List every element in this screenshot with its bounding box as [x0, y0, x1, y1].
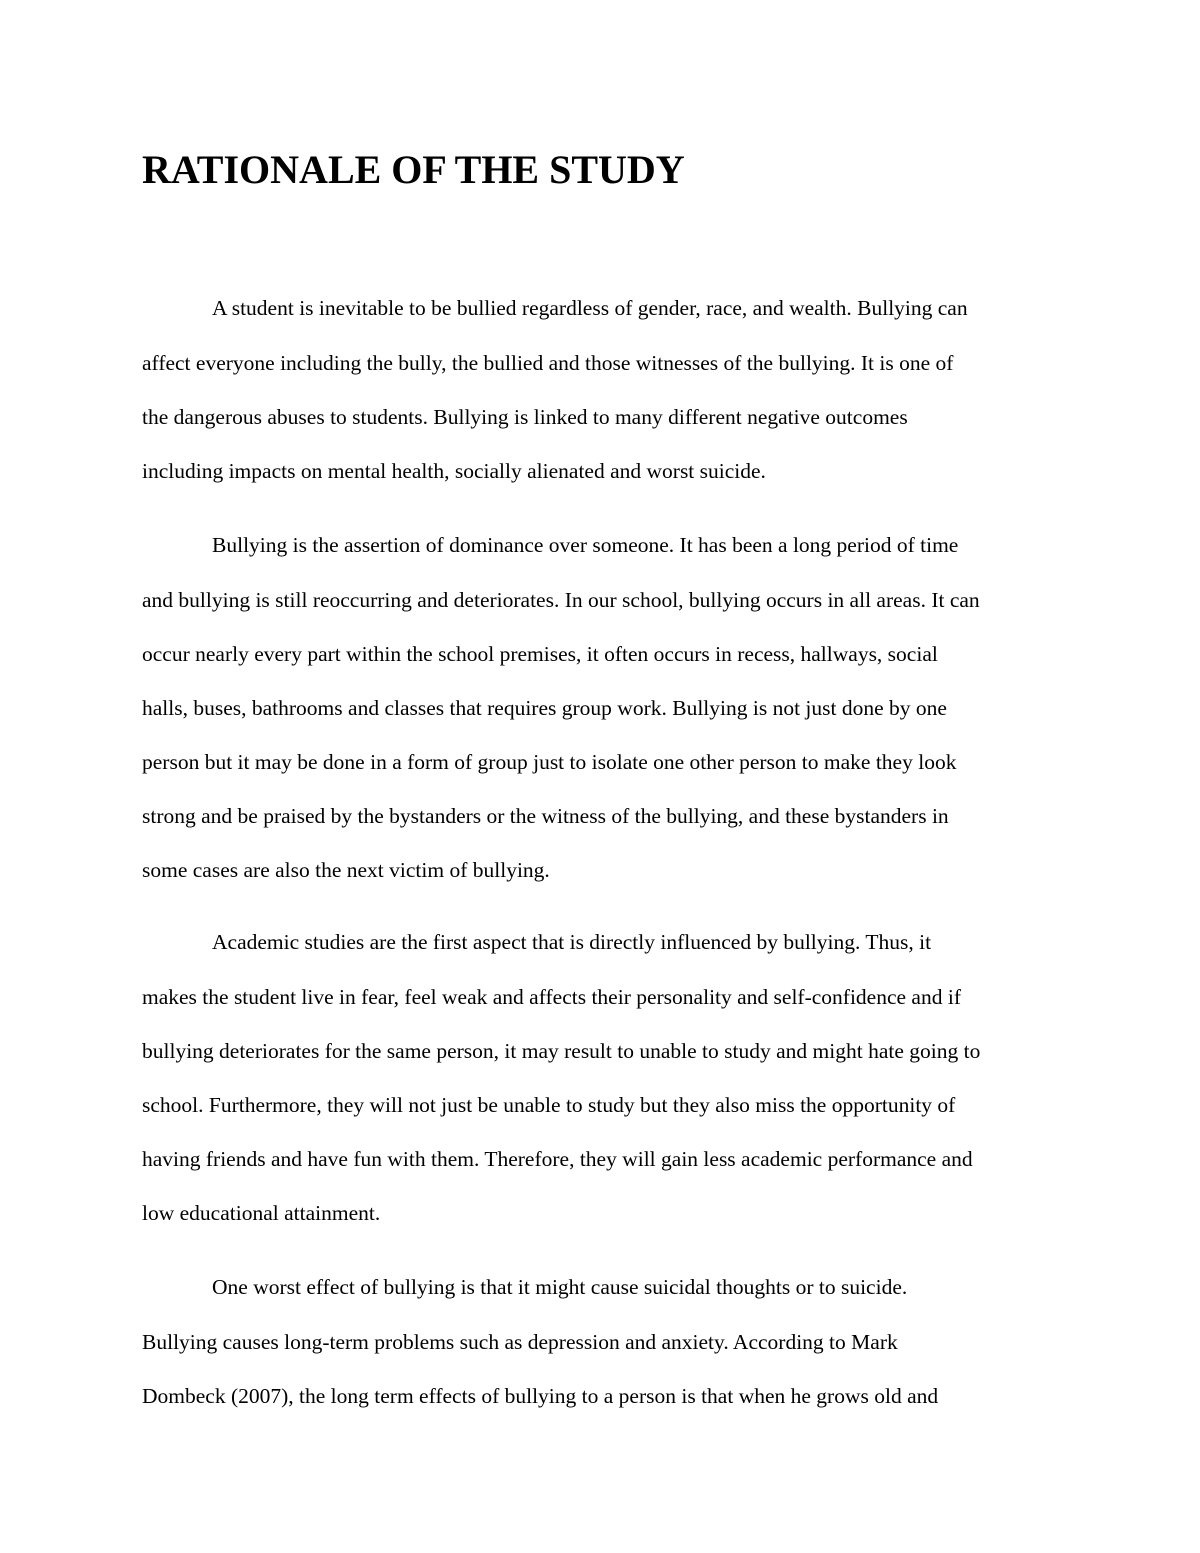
paragraph-3-line-1: Academic studies are the first aspect that is directly influenced by bullying. Thus, it: [212, 930, 932, 954]
paragraph-2-line-2: and bullying is still reoccurring and deteriorates. In our school, bullying occurs in all areas. It can: [142, 588, 980, 612]
paragraph-4-line-2: Bullying causes long-term problems such as depression and anxiety. According to Mark: [142, 1330, 898, 1354]
paragraph-1-line-3: the dangerous abuses to students. Bullying is linked to many different negative outcomes: [142, 405, 908, 429]
paragraph-1-line-2: affect everyone including the bully, the bullied and those witnesses of the bullying. It is one of: [142, 351, 954, 375]
paragraph-3-line-4: school. Furthermore, they will not just be unable to study but they also miss the opportunity of: [142, 1093, 956, 1117]
paragraph-1-line-1: A student is inevitable to be bullied regardless of gender, race, and wealth. Bullying can: [212, 296, 968, 320]
document-title: RATIONALE OF THE STUDY: [142, 147, 685, 192]
paragraph-2-line-1: Bullying is the assertion of dominance over someone. It has been a long period of time: [212, 533, 959, 557]
paragraph-2-line-6: strong and be praised by the bystanders or the witness of the bullying, and these bystanders in: [142, 804, 949, 828]
paragraph-3-line-2: makes the student live in fear, feel weak and affects their personality and self-confidence and if: [142, 985, 961, 1009]
paragraph-3-line-5: having friends and have fun with them. Therefore, they will gain less academic performance and: [142, 1147, 973, 1171]
paragraph-2-line-4: halls, buses, bathrooms and classes that requires group work. Bullying is not just done by one: [142, 696, 947, 720]
paragraph-3-line-3: bullying deteriorates for the same person, it may result to unable to study and might hate going to: [142, 1039, 981, 1063]
paragraph-4-line-1: One worst effect of bullying is that it might cause suicidal thoughts or to suicide.: [212, 1275, 908, 1299]
paragraph-1-line-4: including impacts on mental health, socially alienated and worst suicide.: [142, 459, 766, 483]
paragraph-3-line-6: low educational attainment.: [142, 1201, 381, 1225]
paragraph-2-line-7: some cases are also the next victim of bullying.: [142, 858, 550, 882]
paragraph-2-line-5: person but it may be done in a form of group just to isolate one other person to make they look: [142, 750, 957, 774]
paragraph-2-line-3: occur nearly every part within the school premises, it often occurs in recess, hallways, social: [142, 642, 938, 666]
paragraph-4-line-3: Dombeck (2007), the long term effects of bullying to a person is that when he grows old and: [142, 1384, 939, 1408]
